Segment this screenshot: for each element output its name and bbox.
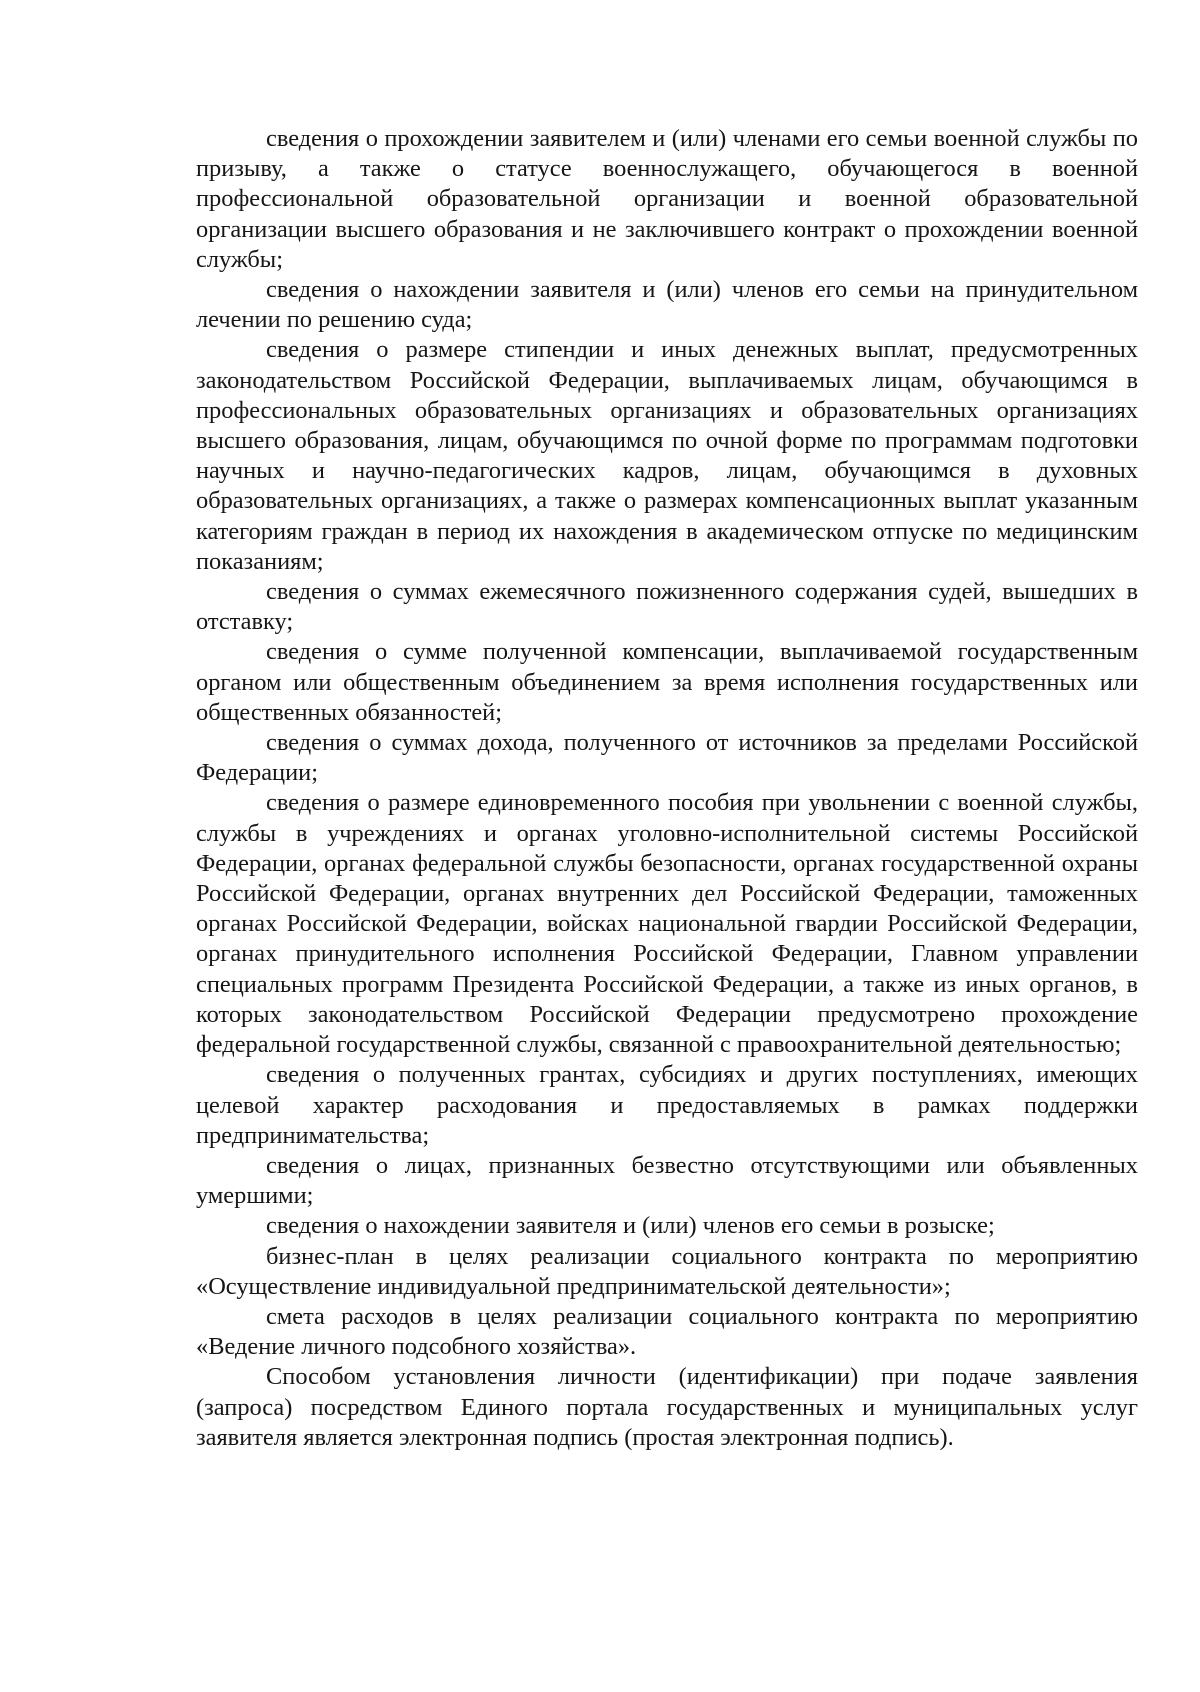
paragraph-expense-estimate: смета расходов в целях реализации социального контракта по мероприятию «Ведение личного подсобного хозяйства». <box>196 1302 1138 1361</box>
paragraph-severance-allowance: сведения о размере единовременного пособия при увольнении с военной службы, службы в учреждениях и органах уголовно-исполнительной системы Российской Федерации, органах федеральной службы безопасности, органах государственной охраны Российской Федерации, органах внутренних дел Российской Федерации, таможенных органах Российской Федерации, войсках национальной гвардии Российской Федерации, органах принудительного исполнения Российской Федерации, Главном управлении специальных программ Президента Российской Федерации, а также из иных органов, в которых законодательством Российской Федерации предусмотрено прохождение федеральной государственной службы, связанной с правоохранительной деятельностью; <box>196 789 1138 1059</box>
paragraph-wanted-search: сведения о нахождении заявителя и (или) членов его семьи в розыске; <box>266 1212 995 1240</box>
paragraph-compensation: сведения о сумме полученной компенсации, выплачиваемой государственным органом или общественным объединением за время исполнения государственных или общественных обязанностей; <box>196 638 1138 726</box>
paragraph-missing-persons: сведения о лицах, признанных безвестно отсутствующими или объявленных умершими; <box>196 1151 1138 1210</box>
paragraph-judges-allowance: сведения о суммах ежемесячного пожизненного содержания судей, вышедших в отставку; <box>196 578 1138 636</box>
paragraph-identification: Способом установления личности (идентификации) при подаче заявления (запроса) посредством Единого портала государственных и муниципальных услуг заявителя является электронная подпись (простая электронная подпись). <box>196 1363 1138 1451</box>
paragraph-military-service: сведения о прохождении заявителем и (или) членами его семьи военной службы по призыву, а также о статусе военнослужащего, обучающегося в военной профессиональной образовательной организации и военной образовательной организации высшего образования и не заключившего контракт о прохождении военной службы; <box>196 125 1138 273</box>
paragraph-stipend: сведения о размере стипендии и иных денежных выплат, предусмотренных законодательством Российской Федерации, выплачиваемых лицам, обучающимся в профессиональных образовательных организациях и образовательных организациях высшего образования, лицам, обучающимся по очной форме по программам подготовки научных и научно-педагогических кадров, лицам, обучающимся в духовных образовательных организациях, а также о размерах компенсационных выплат указанным категориям граждан в период их нахождения в академическом отпуске по медицинским показаниям; <box>196 336 1138 575</box>
paragraph-grants-subsidies: сведения о полученных грантах, субсидиях и других поступлениях, имеющих целевой характер расходования и предоставляемых в рамках поддержки предпринимательства; <box>196 1061 1138 1149</box>
paragraph-business-plan: бизнес-план в целях реализации социального контракта по мероприятию «Осуществление индивидуальной предпринимательской деятельности»; <box>196 1242 1138 1300</box>
paragraph-foreign-income: сведения о суммах дохода, полученного от источников за пределами Российской Федерации; <box>196 729 1138 787</box>
paragraph-compulsory-treatment: сведения о нахождении заявителя и (или) членов его семьи на принудительном лечении по решению суда; <box>196 276 1138 334</box>
document-body <box>196 124 1138 1453</box>
